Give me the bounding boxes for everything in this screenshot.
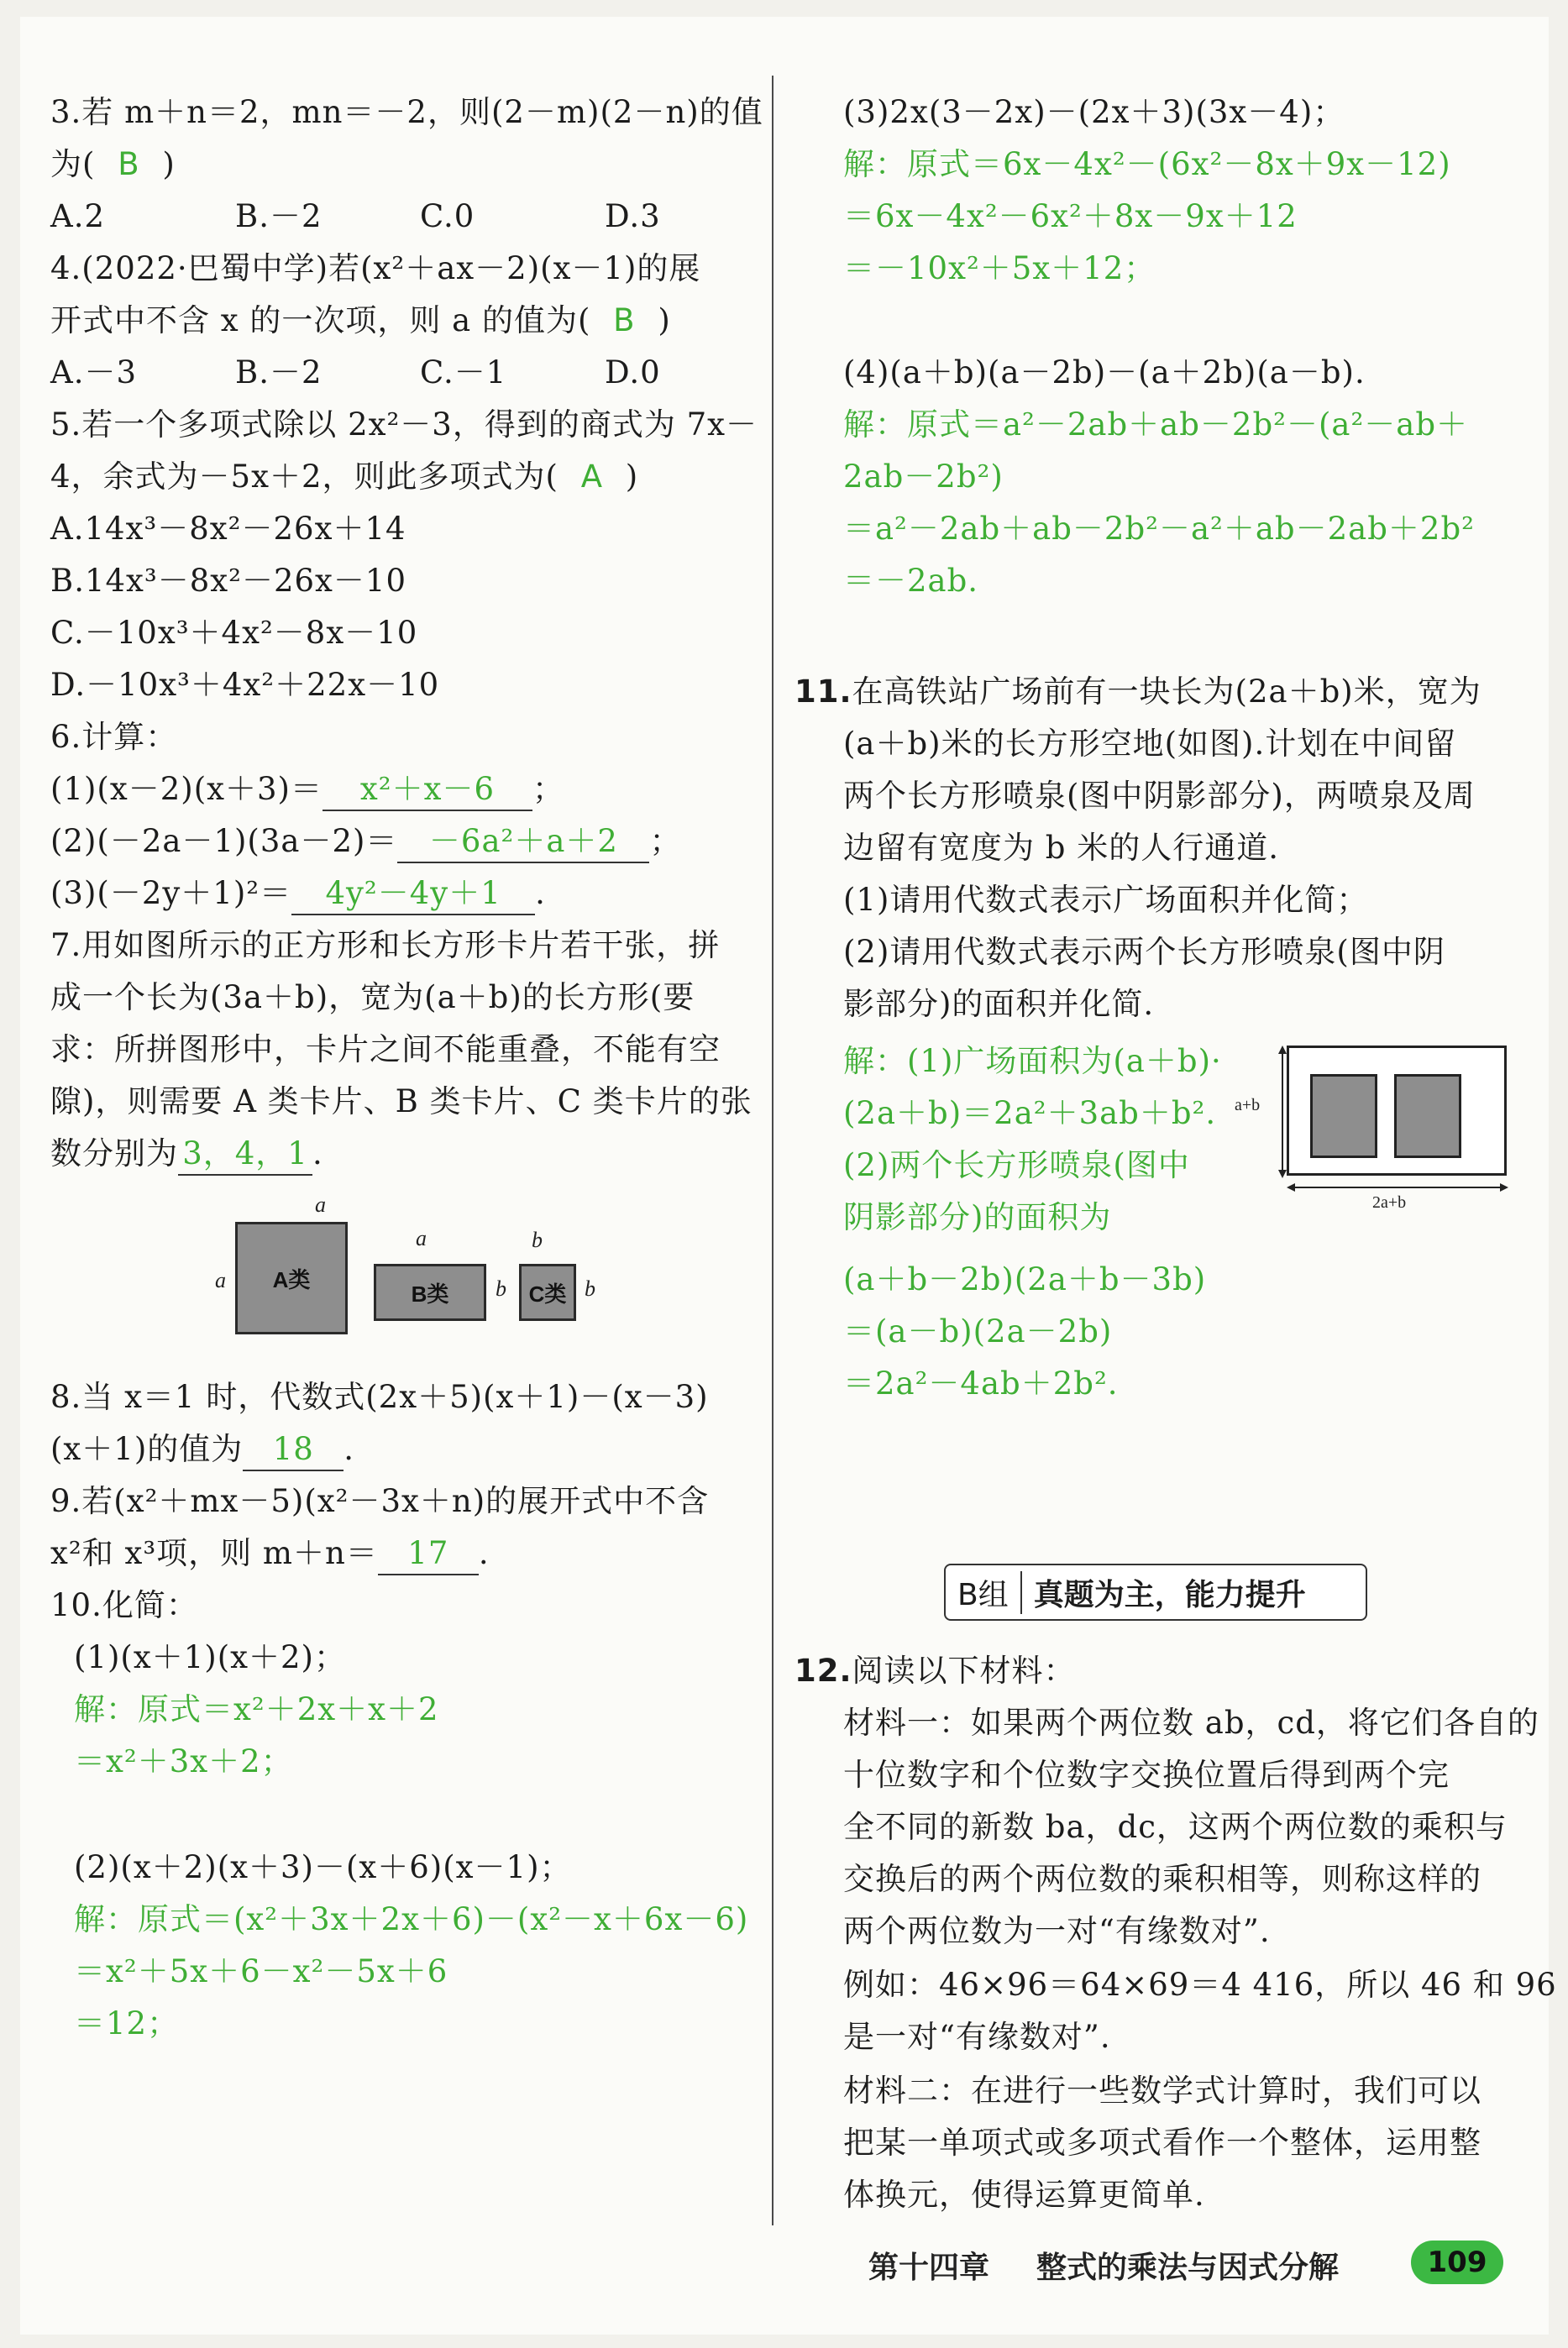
q5-stem-line2 xyxy=(50,457,638,497)
q7-line4: 隙)，则需要 A 类卡片、B 类卡片、C 类卡片的张 xyxy=(50,1083,753,1119)
q11-solution-2: (2a＋b)＝2a²＋3ab＋b². xyxy=(843,1095,1217,1131)
card-a-side-label: a xyxy=(215,1268,226,1292)
q12-line9: 把某一单项式或多项式看作一个整体，运用整 xyxy=(843,2125,1481,2161)
q5-stem-suffix: ) xyxy=(625,459,639,495)
q7-line3: 求：所拼图形中，卡片之间不能重叠，不能有空 xyxy=(50,1031,721,1067)
q6-item-3 xyxy=(50,873,546,915)
q11-solution-3: (2)两个长方形喷泉(图中 xyxy=(843,1147,1190,1183)
q3-option-c: C.0 xyxy=(420,198,475,234)
q6-item-3-expr: (3)(－2y＋1)²＝ xyxy=(50,875,292,911)
q11-solution-5: (a＋b－2b)(2a＋b－3b) xyxy=(843,1261,1207,1297)
fountain-left xyxy=(1310,1074,1377,1158)
q10-title: 10.化简： xyxy=(50,1587,198,1623)
q4-stem-suffix: ) xyxy=(658,302,671,338)
q12-title-line xyxy=(794,1651,1076,1691)
q10-part4-solution-4: ＝－2ab. xyxy=(843,563,979,599)
q6-item-2-answer: －6a²＋a＋2 xyxy=(397,821,649,863)
q4-option-c: C.－1 xyxy=(420,354,507,390)
card-a xyxy=(235,1222,348,1334)
card-c-top-label: b xyxy=(532,1228,543,1252)
q5-stem-line1: 5.若一个多项式除以 2x²－3，得到的商式为 7x－ xyxy=(50,406,758,443)
q11-number: 11. xyxy=(794,673,852,710)
q6-item-1-expr: (1)(x－2)(x＋3)＝ xyxy=(50,771,323,807)
q6-item-1-answer: x²＋x－6 xyxy=(323,769,532,811)
card-b-label: B类 xyxy=(411,1281,449,1307)
q11-line1 xyxy=(794,672,1481,712)
q5-option-a: A.14x³－8x²－26x＋14 xyxy=(50,511,406,547)
q3-option-b: B.－2 xyxy=(235,198,323,234)
q11-line2: (a＋b)米的长方形空地(如图).计划在中间留 xyxy=(843,726,1457,762)
q3-stem-prefix: 为( xyxy=(50,146,96,182)
q3-answer: B xyxy=(118,146,140,182)
q5-stem-prefix: 4，余式为－5x＋2，则此多项式为( xyxy=(50,459,559,495)
q3-stem-line1: 3.若 m＋n＝2，mn＝－2，则(2－m)(2－n)的值 xyxy=(50,94,763,130)
q10-part1-solution-2: ＝x²＋3x＋2； xyxy=(74,1743,293,1779)
q6-item-2 xyxy=(50,821,681,863)
q4-option-d: D.0 xyxy=(605,354,661,390)
q11-solution-1: 解：(1)广场面积为(a＋b)· xyxy=(843,1043,1222,1079)
q9-prefix: x²和 x³项，则 m＋n＝ xyxy=(50,1535,378,1571)
group-text: 真题为主，能力提升 xyxy=(1033,1577,1306,1612)
page-sheet xyxy=(20,17,1557,2335)
card-a-top-label: a xyxy=(315,1192,326,1217)
q9-stem-line1: 9.若(x²＋mx－5)(x²－3x＋n)的展开式中不含 xyxy=(50,1483,710,1519)
q10-part2: (2)(x＋2)(x＋3)－(x＋6)(x－1)； xyxy=(74,1849,572,1885)
footer-title: 整式的乘法与因式分解 xyxy=(1036,2251,1340,2285)
q4-stem-line2 xyxy=(50,301,671,341)
q10-part4-solution-2: 2ab－2b²) xyxy=(843,459,1004,495)
q11-part2-line2: 影部分)的面积并化简. xyxy=(843,986,1155,1022)
card-b-top-label: a xyxy=(416,1226,427,1250)
q5-option-b: B.14x³－8x²－26x－10 xyxy=(50,563,406,599)
q12-line10: 体换元，使得运算更简单. xyxy=(843,2177,1205,2213)
card-c-label: C类 xyxy=(528,1281,567,1307)
group-b-badge xyxy=(944,1564,1367,1621)
q8-stem-line1: 8.当 x＝1 时，代数式(2x＋5)(x＋1)－(x－3) xyxy=(50,1379,709,1415)
q12-line1: 材料一：如果两个两位数 ab，cd，将它们各自的 xyxy=(843,1705,1539,1741)
q11-solution-7: ＝2a²－4ab＋2b². xyxy=(843,1365,1119,1402)
q11-solution-4: 阴影部分)的面积为 xyxy=(843,1199,1112,1235)
q11-part2-line1: (2)请用代数式表示两个长方形喷泉(图中阴 xyxy=(843,934,1445,970)
q3-option-d: D.3 xyxy=(605,198,661,234)
q4-option-a: A.－3 xyxy=(50,354,138,390)
q10-part3: (3)2x(3－2x)－(2x＋3)(3x－4)； xyxy=(843,94,1345,130)
width-dimension-arrow xyxy=(1287,1182,1508,1193)
q12-line2: 十位数字和个位数字交换位置后得到两个完 xyxy=(843,1757,1450,1793)
q4-answer: B xyxy=(613,302,636,338)
q10-part3-solution-3: ＝－10x²＋5x＋12； xyxy=(843,250,1156,286)
card-b-side-label: b xyxy=(496,1276,506,1301)
q7-answer: 3，4，1 xyxy=(178,1134,312,1176)
q12-line5: 两个两位数为一对“有缘数对”. xyxy=(843,1913,1271,1949)
q12-line6: 例如：46×96＝64×69＝4 416，所以 46 和 96 xyxy=(843,1967,1557,2003)
q3-options xyxy=(50,197,661,237)
q12-line3: 全不同的新数 ba，dc，这两个两位数的乘积与 xyxy=(843,1809,1508,1845)
q10-part1: (1)(x＋1)(x＋2)； xyxy=(74,1639,346,1675)
q7-figure xyxy=(210,1192,647,1360)
card-b xyxy=(374,1264,486,1321)
q7-line5 xyxy=(50,1134,323,1176)
q12-line4: 交换后的两个两位数的乘积相等，则称这样的 xyxy=(843,1861,1481,1897)
q10-part1-solution-1: 解：原式＝x²＋2x＋x＋2 xyxy=(74,1691,439,1727)
q6-item-2-expr: (2)(－2a－1)(3a－2)＝ xyxy=(50,823,398,859)
q6-item-3-answer: 4y²－4y＋1 xyxy=(291,873,535,915)
q6-item-2-suffix: ； xyxy=(649,823,682,859)
q4-options xyxy=(50,353,661,393)
q10-part3-solution-1: 解：原式＝6x－4x²－(6x²－8x＋9x－12) xyxy=(843,146,1451,182)
q4-stem-prefix: 开式中不含 x 的一次项，则 a 的值为( xyxy=(50,302,591,338)
q6-item-3-suffix: . xyxy=(535,875,546,911)
q10-part2-solution-3: ＝12； xyxy=(74,2005,180,2041)
q8-prefix: (x＋1)的值为 xyxy=(50,1431,244,1467)
q10-part3-solution-2: ＝6x－4x²－6x²＋8x－9x＋12 xyxy=(843,198,1298,234)
q4-stem-line1: 4.(2022·巴蜀中学)若(x²＋ax－2)(x－1)的展 xyxy=(50,250,701,286)
q4-option-b: B.－2 xyxy=(235,354,323,390)
q7-last-suffix: . xyxy=(312,1135,323,1171)
q10-part2-solution-1: 解：原式＝(x²＋3x＋2x＋6)－(x²－x＋6x－6) xyxy=(74,1901,749,1937)
q11-solution-6: ＝(a－b)(2a－2b) xyxy=(843,1313,1113,1350)
q9-stem-line2 xyxy=(50,1533,490,1575)
q5-option-d: D.－10x³＋4x²＋22x－10 xyxy=(50,667,440,703)
card-c xyxy=(519,1264,576,1321)
q11-line3: 两个长方形喷泉(图中阴影部分)，两喷泉及周 xyxy=(843,778,1476,814)
q5-option-c: C.－10x³＋4x²－8x－10 xyxy=(50,615,418,651)
q10-part2-solution-2: ＝x²＋5x＋6－x²－5x＋6 xyxy=(74,1953,448,1989)
column-divider xyxy=(772,76,774,2225)
page-number: 109 xyxy=(1411,2241,1503,2284)
footer-chapter: 第十四章 xyxy=(868,2251,990,2285)
q9-answer: 17 xyxy=(378,1533,479,1575)
q3-stem-line2 xyxy=(50,144,176,185)
q12-number: 12. xyxy=(794,1653,852,1689)
q7-last-prefix: 数分别为 xyxy=(50,1135,178,1171)
height-dimension-arrow xyxy=(1277,1046,1288,1178)
q12-line7: 是一对“有缘数对”. xyxy=(843,2019,1111,2055)
q11-text-1: 在高铁站广场前有一块长为(2a＋b)米，宽为 xyxy=(852,673,1481,710)
q8-answer: 18 xyxy=(243,1429,343,1471)
q8-suffix: . xyxy=(343,1431,355,1467)
height-label: a+b xyxy=(1235,1096,1261,1114)
q11-line4: 边留有宽度为 b 米的人行通道. xyxy=(843,830,1279,866)
q12-line8: 材料二：在进行一些数学式计算时，我们可以 xyxy=(843,2073,1481,2109)
q5-answer: A xyxy=(580,459,604,495)
q6-title: 6.计算： xyxy=(50,719,178,755)
q7-line1: 7.用如图所示的正方形和长方形卡片若干张，拼 xyxy=(50,927,721,963)
width-label: 2a+b xyxy=(1372,1193,1407,1212)
q10-part4-solution-3: ＝a²－2ab＋ab－2b²－a²＋ab－2ab＋2b² xyxy=(843,511,1475,547)
group-tag: B组 xyxy=(946,1571,1022,1614)
q6-item-1-suffix: ； xyxy=(532,771,564,807)
q8-stem-line2 xyxy=(50,1429,354,1471)
card-c-side-label: b xyxy=(585,1276,595,1301)
q11-figure xyxy=(1235,1046,1507,1213)
q12-title: 阅读以下材料： xyxy=(852,1653,1076,1689)
q9-suffix: . xyxy=(478,1535,490,1571)
q10-part4: (4)(a＋b)(a－2b)－(a＋2b)(a－b). xyxy=(843,354,1366,390)
q6-item-1 xyxy=(50,769,564,811)
q10-part4-solution-1: 解：原式＝a²－2ab＋ab－2b²－(a²－ab＋ xyxy=(843,406,1469,443)
fountain-right xyxy=(1394,1074,1461,1158)
card-a-label: A类 xyxy=(272,1266,311,1292)
q3-option-a: A.2 xyxy=(50,198,106,234)
q7-line2: 成一个长为(3a＋b)，宽为(a＋b)的长方形(要 xyxy=(50,979,695,1015)
q11-part1: (1)请用代数式表示广场面积并化简； xyxy=(843,882,1369,918)
q3-stem-suffix: ) xyxy=(162,146,176,182)
